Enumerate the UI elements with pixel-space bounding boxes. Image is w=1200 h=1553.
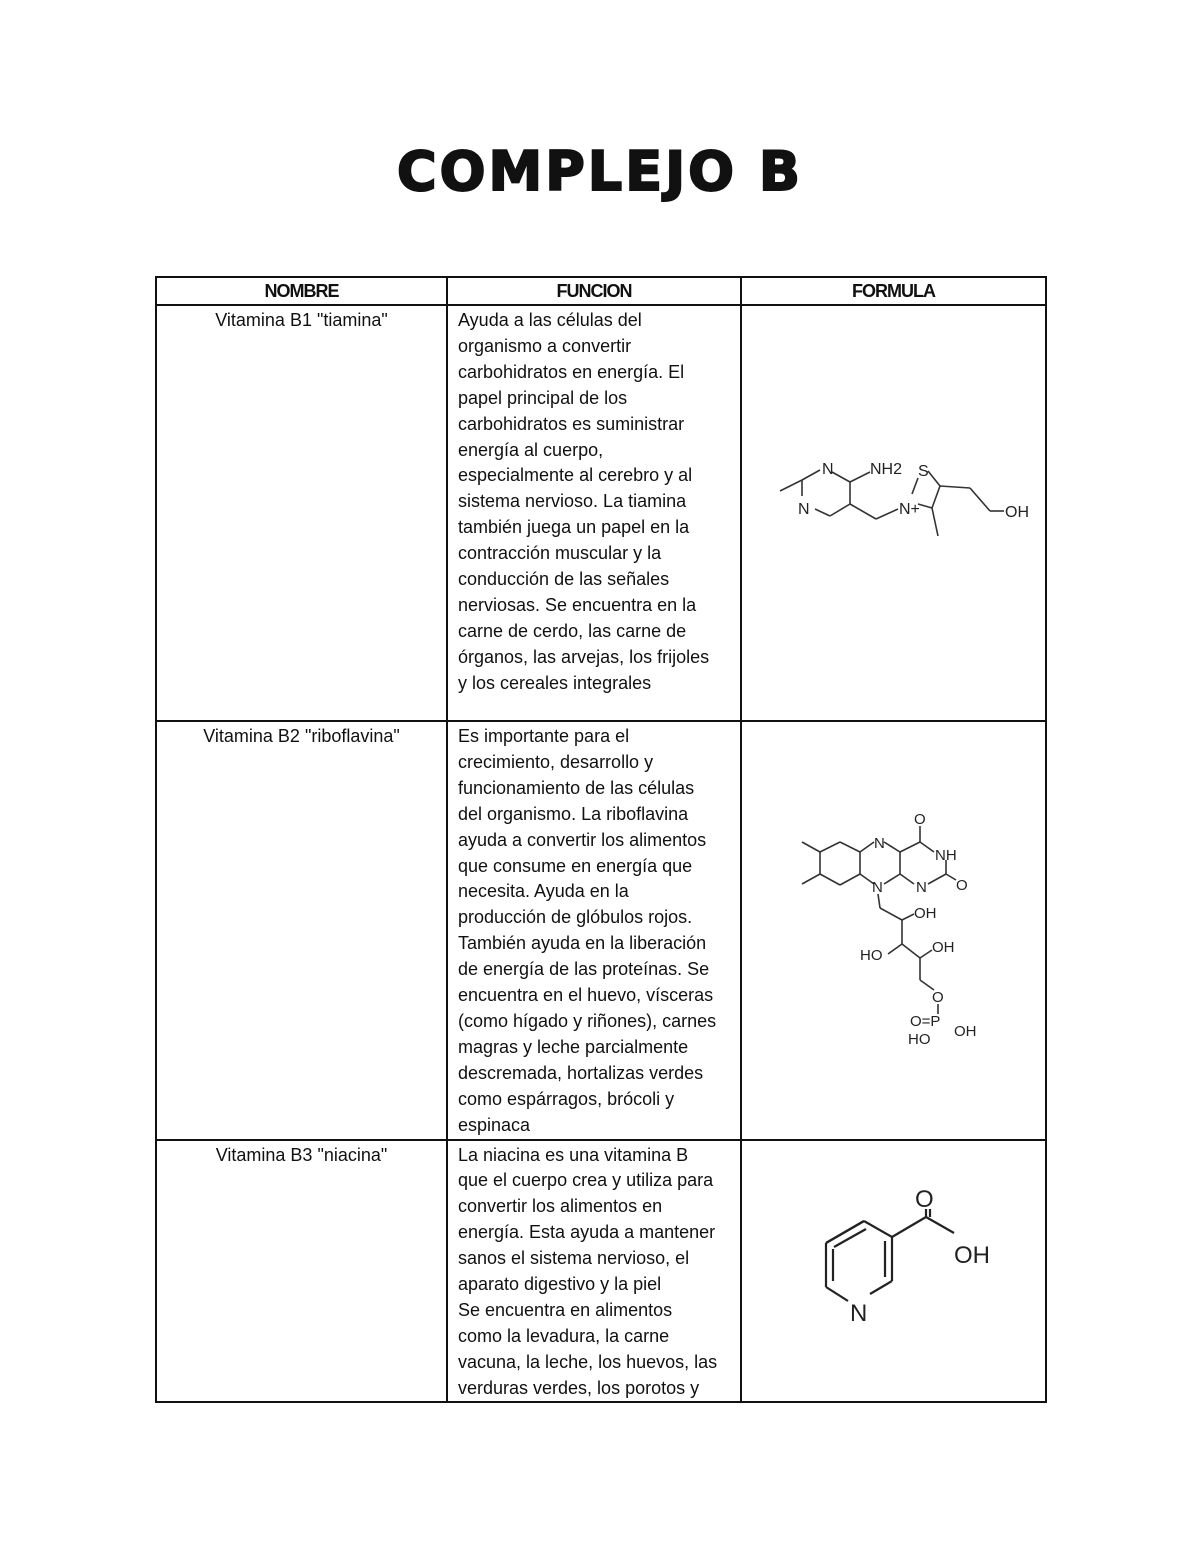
riboflavin-structure-image (742, 722, 1043, 1134)
vitamin-name: Vitamina B1 "tiamina" (156, 305, 447, 721)
formula-cell (741, 305, 1046, 721)
formula-cell (741, 1140, 1046, 1402)
svg-text:O: O (914, 811, 926, 828)
niacin-structure-image (742, 1141, 1043, 1397)
svg-text:OH: OH (932, 939, 955, 956)
header-nombre: NOMBRE (156, 277, 447, 305)
vitamin-function (447, 1140, 741, 1402)
table-row (156, 1140, 1046, 1402)
thiamine-structure-image (742, 306, 1043, 716)
vitamin-name: Vitamina B2 "riboflavina" (156, 721, 447, 1140)
vitamin-function: Es importante para el crecimiento, desarrollo y funcionamiento de las células del organismo. La riboflavina ayuda a convertir los alimentos que consume en energía que necesita. Ayuda en la producción de glóbulos rojos. También ayuda en la liberación de energía de las proteínas. Se encuentra en el huevo, vísceras (como hígado y riñones), carnes magras y leche parcialmente descremada, hortalizas verdes como espárragos, brócoli y espinaca (447, 721, 741, 1140)
svg-text:OH: OH (954, 1023, 977, 1040)
svg-text:N: N (822, 461, 834, 478)
svg-text:NH2: NH2 (870, 461, 903, 478)
header-formula: FORMULA (741, 277, 1046, 305)
svg-text:S: S (918, 463, 929, 480)
page-title: COMPLEJO B (396, 140, 804, 203)
svg-text:N+: N+ (899, 501, 920, 518)
svg-text:N: N (872, 879, 883, 896)
vitamin-table (155, 276, 1047, 1403)
svg-text:N: N (798, 501, 810, 518)
svg-text:O: O (915, 1185, 934, 1213)
svg-text:N: N (916, 879, 927, 896)
table-header-row (156, 277, 1046, 305)
formula-cell (741, 721, 1046, 1140)
svg-text:N: N (850, 1299, 868, 1327)
svg-text:N: N (874, 835, 885, 852)
function-text: La niacina es una vitamina B que el cuerpo crea y utiliza para convertir los alimentos en energía. Esta ayuda a mantener sanos el sistema nervioso, el aparato digestivo y la piel Se encuentra en alimentos como la levadura, la carne vacuna, la leche, los huevos, las verduras verdes, los porotos y (458, 1144, 718, 1398)
table-row (156, 721, 1046, 1140)
table-row (156, 305, 1046, 721)
svg-text:O: O (932, 989, 944, 1006)
header-funcion: FUNCION (447, 277, 741, 305)
svg-text:OH: OH (914, 905, 937, 922)
vitamin-name: Vitamina B3 "niacina" (156, 1140, 447, 1402)
vitamin-function: Ayuda a las células del organismo a convertir carbohidratos en energía. El papel principal de los carbohidratos es suministrar energía al cuerpo, especialmente al cerebro y al sistema nervioso. La tiamina también juega un papel en la contracción muscular y la conducción de las señales nerviosas. Se encuentra en la carne de cerdo, las carne de órganos, las arvejas, los frijoles y los cereales integrales (447, 305, 741, 721)
svg-text:HO: HO (908, 1031, 931, 1048)
svg-text:O=P: O=P (910, 1013, 941, 1030)
svg-text:OH: OH (954, 1241, 990, 1269)
svg-text:OH: OH (1005, 504, 1029, 521)
svg-text:NH: NH (935, 847, 957, 864)
svg-text:O: O (956, 877, 968, 894)
svg-text:HO: HO (860, 947, 883, 964)
